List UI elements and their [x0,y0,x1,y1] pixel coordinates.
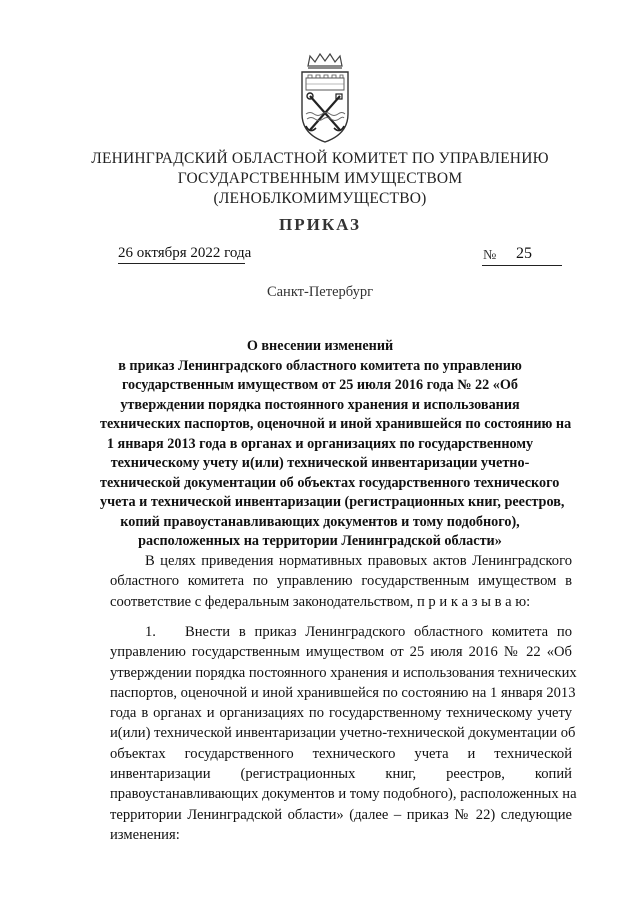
paragraph-line: изменения: [110,826,180,843]
title-line: 1 января 2013 года в органах и организациях по государственному [106,435,534,452]
paragraph-line: года в органах и организациях по государственному техническому учету [110,705,572,722]
city: Санкт-Петербург [266,284,374,300]
item-1-paragraph [110,622,577,845]
item-number: 1. [145,624,156,640]
org-line: (ЛЕНОБЛКОМИМУЩЕСТВО) [213,190,427,207]
paragraph-line: и(или) технической инвентаризации учетно-технической документации об [110,725,576,742]
title-line: утверждении порядка постоянного хранения и использования [120,396,520,413]
paragraph-line: утверждении порядка постоянного хранения и использования технических [110,664,577,681]
paragraph-line: областного комитета по управлению государственным имуществом в [110,573,572,590]
coat-of-arms-emblem [296,52,354,144]
title-line: технической документации об объектах государственного технического [100,474,560,491]
paragraph-line: паспортов, оценочной и иной хранившейся по состоянию на 1 января 2013 [110,684,576,701]
title-line: государственным имуществом от 25 июля 2016 года № 22 «Об [121,377,519,393]
paragraph-line: инвентаризации (регистрационных книг, реестров, копий [110,766,572,783]
paragraph-line: объектах государственного технического учета и технической [110,745,572,762]
title-line: копий правоустанавливающих документов и тому подобного), [120,513,520,530]
paragraph-line: управлению государственным имуществом от 25 июля 2016 № 22 «Об [110,644,572,661]
document-date: 26 октября 2022 года [118,245,245,264]
org-line: ЛЕНИНГРАДСКИЙ ОБЛАСТНОЙ КОМИТЕТ ПО УПРАВЛЕНИЮ [91,150,549,167]
paragraph-first-line [110,622,572,642]
title-line: учета и технической инвентаризации (регистрационных книг, реестров, [100,494,565,510]
paragraph-line: Внести в приказ Ленинградского областного комитета по [185,624,572,640]
number-label: № [483,248,497,263]
paragraph-line: соответствие с федеральным законодательством, п р и к а з ы в а ю: [110,593,531,610]
title-line: в приказ Ленинградского областного комитета по управлению [118,357,522,374]
title-line: технических паспортов, оценочной и иной хранившейся по состоянию на [100,416,572,432]
document-title [100,337,572,552]
paragraph-line: В целях приведения нормативных правовых актов Ленинградского [145,553,572,569]
document-number: 25 [516,245,532,262]
title-line: О внесении изменений [246,338,394,354]
title-line: техническому учету и(или) технической инвентаризации учетно- [110,455,530,471]
org-line: ГОСУДАРСТВЕННЫМ ИМУЩЕСТВОМ [177,170,463,187]
title-line: расположенных на территории Ленинградской области» [138,533,502,549]
preamble-paragraph [110,551,572,612]
number-underline [482,265,562,266]
organization-name [60,149,580,209]
document-type: ПРИКАЗ [279,215,361,234]
paragraph-line: правоустанавливающих документов и тому подобного), расположенных на [110,786,577,803]
paragraph-line: территории Ленинградской области» (далее – приказ № 22) следующие [110,806,572,823]
